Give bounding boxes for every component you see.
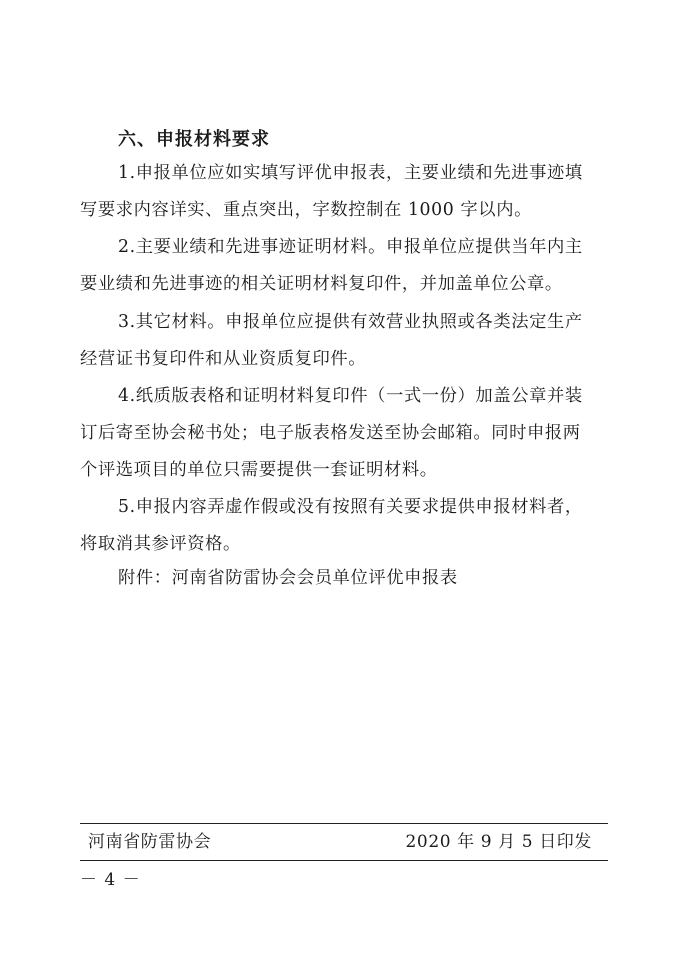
- issuer-name: 河南省防雷协会: [88, 832, 212, 852]
- footer-bottom-rule: [80, 860, 608, 861]
- page-number: － 4 －: [80, 870, 141, 890]
- paragraph-3-line-2: 经营证书复印件和从业资质复印件。: [80, 349, 367, 369]
- section-heading: 六、申报材料要求: [118, 129, 270, 150]
- paragraph-3-line-1: 3.其它材料。申报单位应提供有效营业执照或各类法定生产: [118, 312, 583, 332]
- paragraph-5-line-1: 5.申报内容弄虚作假或没有按照有关要求提供申报材料者，: [118, 497, 583, 517]
- paragraph-5-line-2: 将取消其参评资格。: [80, 534, 241, 554]
- attachment-text: 附件：河南省防雷协会会员单位评优申报表: [118, 568, 458, 588]
- paragraph-2-line-1: 2.主要业绩和先进事迹证明材料。申报单位应提供当年内主: [118, 237, 583, 257]
- footer-top-rule: [80, 823, 608, 824]
- paragraph-2-line-2: 要业绩和先进事迹的相关证明材料复印件，并加盖单位公章。: [80, 274, 563, 294]
- paragraph-4-line-1: 4.纸质版表格和证明材料复印件（一式一份）加盖公章并装: [118, 386, 583, 406]
- paragraph-4-line-3: 个评选项目的单位只需要提供一套证明材料。: [80, 460, 438, 480]
- issue-date: 2020 年 9 月 5 日印发: [405, 832, 592, 852]
- paragraph-4-line-2: 订后寄至协会秘书处；电子版表格发送至协会邮箱。同时申报两: [80, 423, 581, 443]
- paragraph-1-line-2: 写要求内容详实、重点突出，字数控制在 1000 字以内。: [80, 200, 532, 220]
- paragraph-1-line-1: 1.申报单位应如实填写评优申报表，主要业绩和先进事迹填: [118, 163, 583, 183]
